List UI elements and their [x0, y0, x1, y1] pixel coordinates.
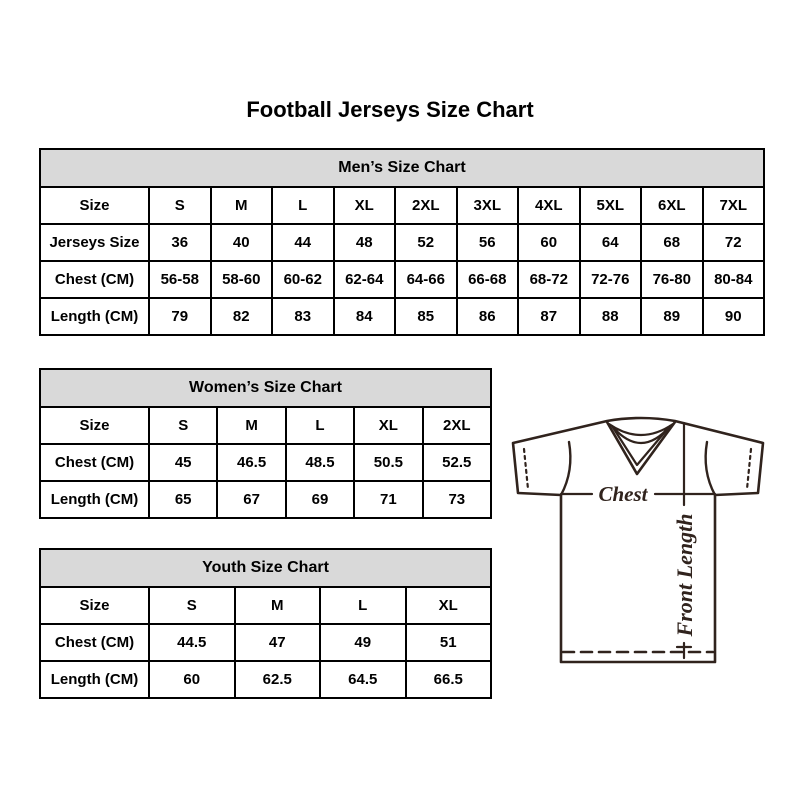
cell-value: 68-72 [518, 261, 580, 298]
cell-value: 60 [149, 661, 235, 698]
cell-value: 85 [395, 298, 457, 335]
cell-value: 6XL [641, 187, 703, 224]
cell-value: 69 [286, 481, 354, 518]
cell-value: 52.5 [423, 444, 491, 481]
row-label: Chest (CM) [40, 444, 149, 481]
front-length-label: Front Length [672, 513, 697, 637]
cell-value: 36 [149, 224, 211, 261]
cell-value: 56 [457, 224, 519, 261]
cell-value: 82 [211, 298, 273, 335]
cell-value: 65 [149, 481, 217, 518]
right-cuff-stitch [747, 449, 751, 489]
cell-value: 58-60 [211, 261, 273, 298]
cell-value: 72-76 [580, 261, 642, 298]
cell-value: 66-68 [457, 261, 519, 298]
cell-value: 48 [334, 224, 396, 261]
table-title: Youth Size Chart [40, 549, 491, 587]
cell-value: 52 [395, 224, 457, 261]
cell-value: XL [334, 187, 396, 224]
row-label: Size [40, 187, 149, 224]
cell-value: 83 [272, 298, 334, 335]
table-header-row [40, 149, 764, 187]
cell-value: 44.5 [149, 624, 235, 661]
cell-value: 60 [518, 224, 580, 261]
cell-value: 49 [320, 624, 406, 661]
cell-value: 89 [641, 298, 703, 335]
cell-value: S [149, 587, 235, 624]
table-row [40, 298, 764, 335]
cell-value: XL [354, 407, 422, 444]
cell-value: 68 [641, 224, 703, 261]
cell-value: 50.5 [354, 444, 422, 481]
table-row [40, 261, 764, 298]
table-row [40, 481, 491, 518]
cell-value: S [149, 407, 217, 444]
chest-label: Chest [598, 482, 648, 506]
womens-size-table [39, 368, 492, 519]
cell-value: 44 [272, 224, 334, 261]
row-label: Chest (CM) [40, 624, 149, 661]
cell-value: 86 [457, 298, 519, 335]
cell-value: 62-64 [334, 261, 396, 298]
cell-value: 64 [580, 224, 642, 261]
cell-value: L [272, 187, 334, 224]
cell-value: M [217, 407, 285, 444]
cell-value: 47 [235, 624, 321, 661]
left-cuff-stitch [524, 449, 528, 489]
cell-value: 67 [217, 481, 285, 518]
table-row [40, 587, 491, 624]
cell-value: 56-58 [149, 261, 211, 298]
cell-value: 79 [149, 298, 211, 335]
cell-value: 7XL [703, 187, 765, 224]
cell-value: 76-80 [641, 261, 703, 298]
table-row [40, 407, 491, 444]
jersey-measurement-diagram [505, 413, 770, 668]
cell-value: 2XL [395, 187, 457, 224]
youth-size-table [39, 548, 492, 699]
table-header-row [40, 369, 491, 407]
table-row [40, 187, 764, 224]
mens-size-table [39, 148, 765, 336]
cell-value: L [320, 587, 406, 624]
cell-value: 84 [334, 298, 396, 335]
cell-value: S [149, 187, 211, 224]
cell-value: 40 [211, 224, 273, 261]
row-label: Size [40, 587, 149, 624]
cell-value: 60-62 [272, 261, 334, 298]
row-label: Length (CM) [40, 298, 149, 335]
cell-value: 71 [354, 481, 422, 518]
cell-value: 64.5 [320, 661, 406, 698]
cell-value: 3XL [457, 187, 519, 224]
cell-value: M [235, 587, 321, 624]
cell-value: 90 [703, 298, 765, 335]
left-armhole-seam [561, 442, 570, 495]
row-label: Jerseys Size [40, 224, 149, 261]
cell-value: 80-84 [703, 261, 765, 298]
cell-value: 46.5 [217, 444, 285, 481]
cell-value: 72 [703, 224, 765, 261]
right-armhole-seam [706, 442, 715, 495]
cell-value: 73 [423, 481, 491, 518]
row-label: Chest (CM) [40, 261, 149, 298]
table-row [40, 661, 491, 698]
table-row [40, 224, 764, 261]
table-title: Men’s Size Chart [40, 149, 764, 187]
cell-value: 48.5 [286, 444, 354, 481]
cell-value: 2XL [423, 407, 491, 444]
table-row [40, 444, 491, 481]
cell-value: 66.5 [406, 661, 492, 698]
cell-value: 87 [518, 298, 580, 335]
cell-value: 62.5 [235, 661, 321, 698]
cell-value: M [211, 187, 273, 224]
cell-value: 5XL [580, 187, 642, 224]
table-header-row [40, 549, 491, 587]
table-title: Women’s Size Chart [40, 369, 491, 407]
cell-value: XL [406, 587, 492, 624]
cell-value: 4XL [518, 187, 580, 224]
row-label: Length (CM) [40, 481, 149, 518]
cell-value: 88 [580, 298, 642, 335]
row-label: Size [40, 407, 149, 444]
jersey-outline-icon [513, 418, 763, 662]
table-row [40, 624, 491, 661]
cell-value: L [286, 407, 354, 444]
cell-value: 45 [149, 444, 217, 481]
row-label: Length (CM) [40, 661, 149, 698]
page-title: Football Jerseys Size Chart [246, 97, 534, 122]
cell-value: 64-66 [395, 261, 457, 298]
cell-value: 51 [406, 624, 492, 661]
